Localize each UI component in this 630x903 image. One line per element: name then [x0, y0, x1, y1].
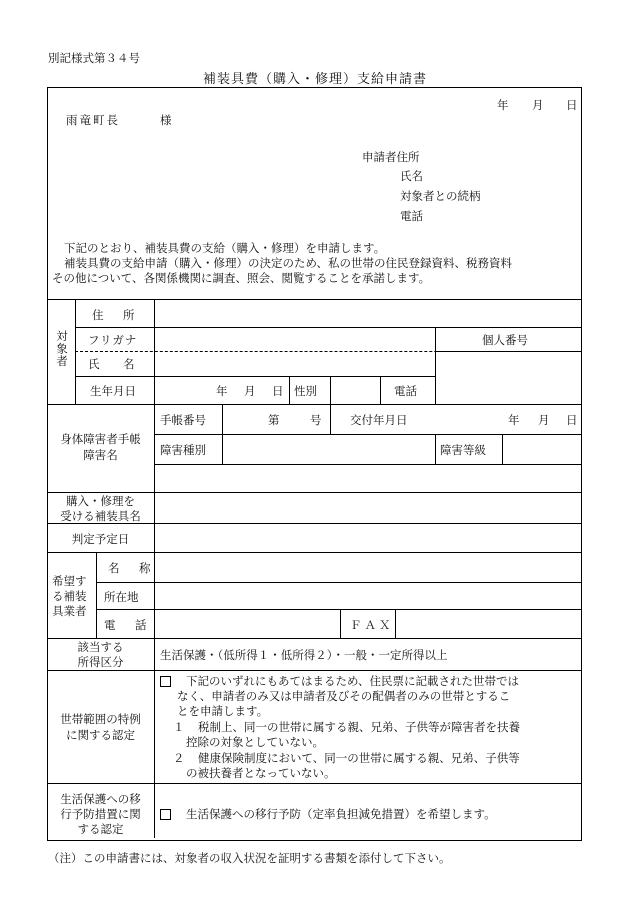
household-item1-line-2: 控除の対象としていない。 [186, 735, 324, 749]
issue-year: 年 [508, 413, 520, 427]
welfare-label-1: 生活保護への移 [60, 792, 141, 806]
individual-number-label: 個人番号 [482, 333, 528, 347]
welfare-label-3: する認定 [77, 822, 124, 836]
birthdate-label: 生年月日 [90, 384, 136, 398]
income-options: 生活保護・（低所得１・低所得２）・一般・一定所得以上 [160, 648, 448, 662]
statement-line-2: 補装具費の支給申請（購入・修理）の決定のため、私の世帯の住民登録資料、税務資料 [64, 256, 513, 270]
household-item2-line-1: 健康保険制度において、同一の世帯に属する親、兄弟、子供等 [198, 751, 520, 765]
date-day: 日 [566, 98, 578, 112]
applicant-name-label: 氏名 [400, 169, 423, 183]
vendor-phone-label: 電 話 [104, 618, 151, 632]
vendor-location-label: 所在地 [104, 590, 139, 604]
household-item2-line-2: の被扶養者となっていない。 [186, 766, 336, 780]
sex-label: 性別 [294, 384, 317, 398]
form-number: 別記様式第３４号 [48, 51, 140, 65]
income-label-1: 該当する [77, 640, 124, 654]
subject-phone-label: 電話 [394, 384, 417, 398]
income-label-2: 所得区分 [77, 655, 124, 669]
welfare-label-2: 行予防措置に関 [60, 807, 141, 821]
date-month: 月 [532, 98, 544, 112]
disability-type-label: 障害種別 [160, 443, 206, 457]
checkbox-icon[interactable] [160, 676, 171, 687]
addressee-name: 雨竜町長 [66, 113, 120, 127]
handbook-dai: 第 [268, 413, 280, 427]
disability-label-1: 身体障害者手帳 [60, 432, 141, 446]
device-label-1: 購入・修理を [66, 494, 135, 508]
household-item1-line-1: 税制上、同一の世帯に属する親、兄弟、子供等が障害者を扶養 [198, 720, 520, 734]
decision-date-label: 判定予定日 [71, 532, 130, 546]
handbook-no-label: 手帳番号 [160, 413, 206, 427]
household-label-2: に関する認定 [66, 728, 135, 742]
birthdate-month: 月 [244, 384, 256, 398]
household-line-2: なく、申請者のみ又は申請者及びその配偶者のみの世帯とするこ [177, 689, 511, 703]
vendor-name-label: 名 称 [108, 561, 155, 575]
vendor-fax-label: ＦＡＸ [350, 618, 394, 632]
addressee-honorific: 様 [160, 113, 172, 127]
household-line-1: 下記のいずれにもあてはまるため、住民票に記載された世帯では [186, 674, 520, 688]
handbook-go: 号 [310, 413, 322, 427]
footer-note: （注）この申請書には、対象者の収入状況を証明する書類を添付して下さい。 [48, 851, 451, 865]
household-item2-num: ２ [173, 751, 185, 765]
household-item1-num: １ [173, 720, 185, 734]
statement-line-1: 下記のとおり、補装具費の支給（購入・修理）を申請します。 [64, 241, 386, 255]
applicant-address-label: 申請者住所 [362, 150, 420, 164]
applicant-relation-label: 対象者との続柄 [400, 189, 481, 203]
welfare-text: 生活保護への移行予防（定率負担減免措置）を希望します。 [186, 807, 496, 821]
vendor-label-3: 具業者 [52, 604, 87, 618]
checkbox-icon[interactable] [160, 809, 171, 820]
statement-line-3: その他について、各関係機関に調査、照会、閲覧することを承諾します。 [52, 271, 431, 285]
welfare-checkbox[interactable] [160, 808, 179, 822]
vendor-label-2: る補装 [52, 589, 87, 603]
household-line-3: とを申請します。 [177, 704, 269, 718]
device-label-2: 受ける補装具名 [60, 509, 141, 523]
household-checkbox[interactable] [160, 675, 179, 689]
date-year: 年 [497, 98, 509, 112]
subject-furigana-label: フリガナ [88, 333, 138, 347]
disability-label-2: 障害名 [83, 448, 118, 462]
applicant-phone-label: 電話 [400, 209, 423, 223]
household-label-1: 世帯範囲の特例 [60, 712, 141, 726]
disability-grade-label: 障害等級 [440, 443, 486, 457]
birthdate-day: 日 [272, 384, 284, 398]
page-title: 補装具費（購入・修理）支給申請書 [202, 72, 427, 87]
subject-address-label: 住 所 [92, 308, 139, 322]
birthdate-year: 年 [216, 384, 228, 398]
vendor-label-1: 希望す [52, 574, 87, 588]
subject-group-label: 対象者 [55, 330, 69, 368]
subject-name-label: 氏 名 [88, 357, 141, 371]
issue-day: 日 [566, 413, 578, 427]
issue-month: 月 [538, 413, 550, 427]
issue-date-label: 交付年月日 [350, 413, 408, 427]
